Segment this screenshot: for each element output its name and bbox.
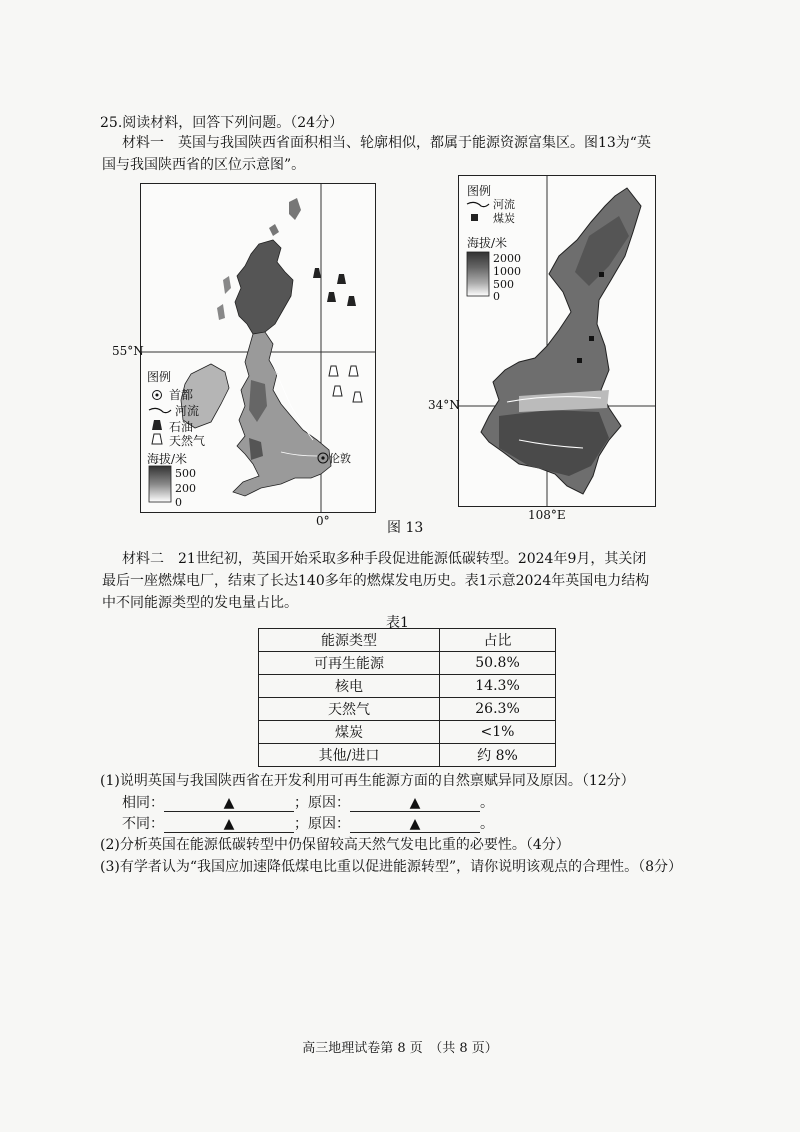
blank-mark: ▲ (409, 816, 421, 832)
blank-mark: ▲ (409, 795, 421, 811)
material2-line2: 最后一座燃煤电厂，结束了长达140多年的燃煤发电历史。表1示意2024年英国电力结构 (102, 573, 650, 589)
question-title: 25.阅读材料，回答下列问题。（24分） (100, 115, 344, 131)
uk-legend-gas: 天然气 (169, 434, 206, 448)
table-cell-share: 14.3% (440, 675, 556, 698)
uk-legend-oil: 石油 (169, 420, 194, 434)
end-mark: 。 (480, 816, 494, 832)
uk-elevation-200: 200 (175, 482, 196, 495)
table-row (259, 675, 556, 698)
diff-answer-blank[interactable] (164, 816, 294, 833)
uk-legend-river: 河流 (175, 404, 200, 418)
header-share: 占比 (440, 629, 556, 652)
table-cell-type: 其他/进口 (259, 744, 440, 767)
shaanxi-legend-river: 河流 (493, 198, 515, 211)
table-cell-share: 50.8% (440, 652, 556, 675)
uk-elevation-500: 500 (175, 467, 196, 480)
blank-mark: ▲ (223, 795, 235, 811)
uk-elevation-title: 海拔/米 (147, 452, 188, 466)
uk-longitude-label: 0° (316, 514, 330, 528)
material2-line1: 材料二 21世纪初，英国开始采取多种手段促进能源低碳转型。2024年9月，其关闭 (122, 551, 647, 567)
diff-label: 不同： (122, 816, 164, 832)
uk-latitude-label: 55°N (112, 344, 144, 358)
answer-row-diff (122, 813, 494, 835)
table-row (259, 721, 556, 744)
reason-label: ；原因： (294, 795, 350, 811)
table-cell-share: 26.3% (440, 698, 556, 721)
shaanxi-latitude-label: 34°N (428, 398, 460, 412)
uk-map (140, 183, 376, 513)
uk-legend-capital: 首都 (169, 388, 194, 402)
material2-line3: 中不同能源类型的发电量占比。 (102, 595, 298, 611)
table-cell-share: 约 8% (440, 744, 556, 767)
same-reason-blank[interactable] (350, 795, 480, 812)
page-footer: 高三地理试卷第 8 页 （共 8 页） (302, 1041, 498, 1056)
shaanxi-map (458, 175, 656, 507)
table-cell-type: 天然气 (259, 698, 440, 721)
same-label: 相同： (122, 795, 164, 811)
material1-line2: 国与我国陕西省的区位示意图”。 (102, 157, 306, 173)
table-row (259, 744, 556, 767)
question-3: (3)有学者认为“我国应加速降低煤电比重以促进能源转型”，请你说明该观点的合理性。（8分） (100, 859, 683, 875)
answer-row-same (122, 792, 494, 814)
table-row (259, 698, 556, 721)
table-header-row (259, 629, 556, 652)
shaanxi-legend-coal: 煤炭 (493, 212, 515, 225)
header-energy-type: 能源类型 (259, 629, 440, 652)
uk-elevation-0: 0 (175, 496, 182, 509)
material1-line1: 材料一 英国与我国陕西省面积相当、轮廓相似，都属于能源资源富集区。图13为“英 (122, 135, 651, 151)
shaanxi-map-graphic (459, 176, 655, 506)
table-cell-type: 可再生能源 (259, 652, 440, 675)
figure-caption: 图 13 (387, 520, 424, 536)
question-2: (2)分析英国在能源低碳转型中仍保留较高天然气发电比重的必要性。（4分） (100, 837, 570, 853)
diff-reason-blank[interactable] (350, 816, 480, 833)
question-1: (1)说明英国与我国陕西省在开发利用可再生能源方面的自然禀赋异同及原因。（12分） (100, 773, 635, 789)
uk-legend-title: 图例 (147, 370, 172, 384)
london-label: 伦敦 (329, 452, 351, 465)
blank-mark: ▲ (223, 816, 235, 832)
shaanxi-longitude-label: 108°E (528, 508, 566, 522)
shaanxi-elevation-2000: 2000 (493, 252, 521, 265)
end-mark: 。 (480, 795, 494, 811)
shaanxi-elevation-title: 海拔/米 (467, 236, 508, 250)
table-cell-type: 核电 (259, 675, 440, 698)
same-answer-blank[interactable] (164, 795, 294, 812)
shaanxi-elevation-1000: 1000 (493, 265, 521, 278)
shaanxi-elevation-500: 500 (493, 278, 514, 291)
shaanxi-elevation-0: 0 (493, 290, 500, 303)
table-row (259, 652, 556, 675)
table-caption: 表1 (386, 615, 409, 631)
table-cell-type: 煤炭 (259, 721, 440, 744)
table-cell-share: <1% (440, 721, 556, 744)
energy-table (258, 628, 556, 767)
shaanxi-legend-title: 图例 (467, 184, 492, 198)
reason-label: ；原因： (294, 816, 350, 832)
